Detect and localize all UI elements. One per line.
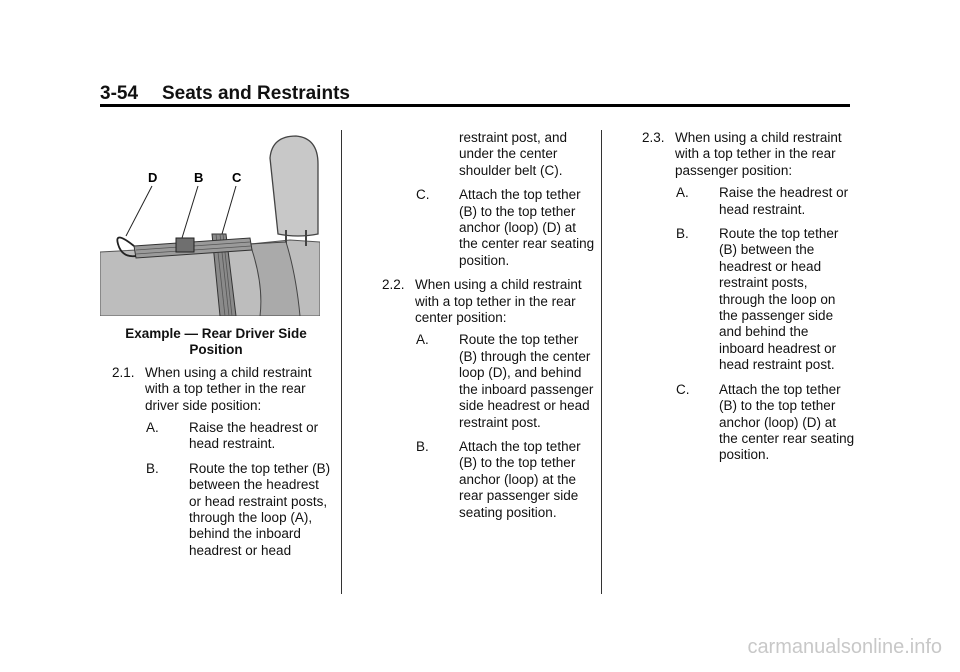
substep-text: Raise the headrest or head restraint. [719,185,849,217]
substep-a [370,332,595,430]
seat-tether-illustration [100,134,320,316]
substep-text: Route the top tether (B) between the headrest or head restraint posts, through the loop on the passenger side and behind the inboard headrest or head restraint post. [719,226,839,373]
header-rule [100,104,850,107]
step-text: When using a child restraint with a top tether in the rear passenger position: [675,130,842,178]
substep-text: Attach the top tether (B) to the top tether anchor (loop) (D) at the center rear seating position. [719,381,855,463]
substep-b [630,226,855,374]
step-number: 2.1. [112,364,135,380]
column-1 [100,326,332,567]
substep-c [370,187,595,269]
substep-text: Route the top tether (B) between the headrest or head restraint posts, through the loop (A), behind the inboard headrest or head [189,460,331,558]
seat-illustration-svg [100,134,320,316]
substep-text: Route the top tether (B) through the center loop (D), and behind the inboard passenger side headrest or head restraint post. [459,332,594,430]
figure-caption: Example — Rear Driver Side Position [125,326,307,358]
substep-a [630,185,855,218]
callout-d: D [148,170,158,185]
callout-b: B [194,170,204,185]
substep-b [100,461,332,559]
step-2-3 [630,130,855,179]
substep-c [630,382,855,464]
substep-label: A. [676,185,689,201]
substep-text: Raise the headrest or head restraint. [189,420,319,452]
substep-label: B. [146,460,159,476]
substep-label: B. [676,226,689,242]
column-2 [370,130,595,529]
column-3 [630,130,855,472]
step-2-2 [370,277,595,326]
callout-c: C [232,170,242,185]
substep-label: A. [146,420,159,436]
substep-text: Attach the top tether (B) to the top tether anchor (loop) at the rear passenger side seating position. [459,438,581,520]
section-title: Seats and Restraints [162,83,350,104]
substep-a [100,420,332,453]
column-divider-1 [341,130,342,594]
step-text: When using a child restraint with a top tether in the rear driver side position: [145,364,312,413]
substep-label: C. [676,381,690,397]
step-number: 2.3. [642,130,665,145]
watermark: carmanualsonline.info [747,636,942,658]
step-number: 2.2. [382,277,405,293]
page-header [100,83,350,105]
column-divider-2 [601,130,602,594]
substep-text: Attach the top tether (B) to the top tether anchor (loop) (D) at the center rear seating position. [459,187,595,268]
substep-b [370,439,595,521]
step-2-1 [100,365,332,414]
substep-label: B. [416,438,429,454]
step-text: When using a child restraint with a top tether in the rear center position: [415,277,582,326]
page-number: 3-54 [100,83,139,104]
substep-label: C. [416,187,430,203]
continued-text: restraint post, and under the center shoulder belt (C). [459,130,568,178]
substep-label: A. [416,332,429,348]
